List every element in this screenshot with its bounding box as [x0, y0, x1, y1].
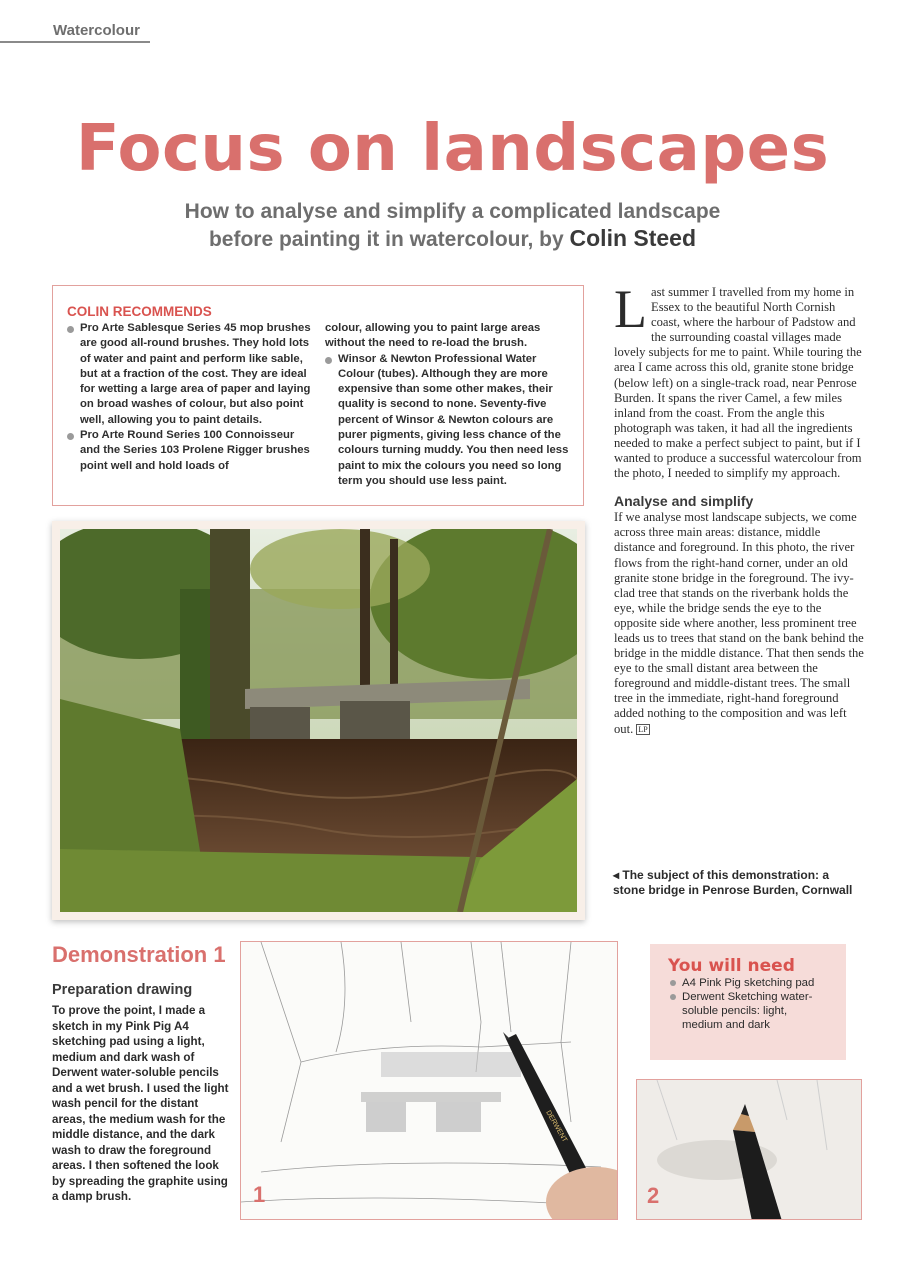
step-1-image: [240, 941, 618, 1220]
subtitle-line-2: [100, 225, 805, 253]
need-item-1-text: A4 Pink Pig sketching pad: [682, 977, 815, 989]
recommend-item-2-continued: colour, allowing you to paint large areas without the need to re-load the brush.: [325, 322, 541, 350]
article-subheading: Analyse and simplify: [614, 493, 754, 510]
step-2-number: 2: [647, 1183, 660, 1208]
bullet-icon: [67, 326, 74, 333]
end-mark-icon: LP: [638, 724, 648, 734]
need-item: [668, 990, 828, 1032]
demonstration-section: [52, 942, 232, 1205]
article-paragraph-2-text: If we analyse most landscape subjects, we come across three main areas: distance, middle distance and foreground. In this photo, the river flows from the right-hand corner, under an old granite stone bridge in the foreground. The ivy-clad tree that stands on the riverbank holds the eye, while the bridge sends the eye to the opposite side where another, less prominent tree leads us to trees that stand on the bank behind the bridge in the middle distance. That then sends the eye to the small distant area between the foreground and middle-distant trees. The small tree in the immediate, right-hand foreground added nothing to the composition and was left out.: [614, 510, 864, 736]
bullet-icon: [325, 357, 332, 364]
bullet-icon: [670, 980, 676, 986]
bridge-photo: [52, 521, 585, 920]
article-paragraph-1-text: ast summer I travelled from my home in Essex to the beautiful North Cornish coast, where the harbour of Padstow and the surrounding coastal villages made lovely subjects for me to paint. While touring the area I came across this old, granite stone bridge (below left) on a single-track road, near Penrose Burden. It spans the river Camel, a few miles inland from the coast. From the angle this photograph was taken, it had all the ingredients needed to make a perfect subject to paint, but if I wanted to produce a successful watercolour from the photo, I needed to simplify my approach.: [614, 285, 862, 481]
demonstration-text: To prove the point, I made a sketch in my Pink Pig A4 sketching pad using a light, medium and dark wash of Derwent water-soluble pencils and a wet brush. I used the light wash pencil for the distant areas, the medium wash for the middle distance, and the dark wash to draw the foreground areas. I then softened the look by spreading the graphite using a damp brush.: [52, 1004, 229, 1203]
recommend-item: [325, 352, 569, 490]
photo-caption: ◂ The subject of this demonstration: a stone bridge in Penrose Burden, Cornwall: [613, 868, 853, 897]
step-1-number: 1: [253, 1182, 266, 1207]
recommend-item-3-text: Winsor & Newton Professional Water Colour (tubes). Although they are more expensive than some other makes, their quality is second to none. Seventy-five percent of Winsor & Newton colours are purer pigments, giving less chance of the colours turning muddy. You then need less paint to mix the colours you need so long term you should use less paint.: [338, 352, 569, 487]
subtitle-line-1: How to analyse and simplify a complicated landscape: [184, 200, 721, 223]
bullet-icon: [67, 433, 74, 440]
you-will-need-box: [650, 944, 846, 1060]
section-tag: [0, 22, 150, 43]
article-body: [614, 279, 864, 737]
drop-cap: L: [614, 279, 647, 339]
need-item-2-text: Derwent Sketching water-soluble pencils: light, medium and dark: [682, 991, 813, 1031]
pencil-brand-label: DERWENT: [544, 1109, 568, 1144]
recommends-column-right: [325, 321, 569, 489]
article-paragraph-1: [614, 279, 864, 481]
sketch-drawing: [241, 942, 618, 1220]
pencil-closeup: [637, 1080, 862, 1220]
step-2-image: [636, 1079, 862, 1220]
article-paragraph-2: [614, 510, 864, 736]
recommends-columns: [67, 321, 569, 489]
recommend-item-1-text: Pro Arte Sablesque Series 45 mop brushes are good all-round brushes. They hold lots of water and paint and perform like sable, but at a fraction of the cost. They are ideal for wetting a large area of paper and laying on broad washes of colour, but also point well, allowing you to paint details.: [80, 322, 311, 426]
bullet-icon: [670, 994, 676, 1000]
need-item: [668, 976, 828, 990]
subtitle-line-2-text: before painting it in watercolour, by: [208, 228, 564, 251]
you-will-need-heading: You will need: [668, 956, 795, 976]
article-title: Focus on landscapes: [75, 112, 830, 186]
recommend-item: [67, 428, 311, 474]
recommends-column-left: [67, 321, 311, 489]
recommends-heading: COLIN RECOMMENDS: [67, 304, 212, 319]
demonstration-heading: Demonstration 1: [52, 942, 226, 967]
section-tag-label: Watercolour: [53, 22, 140, 39]
recommend-item-2-text: Pro Arte Round Series 100 Connoisseur and the Series 103 Prolene Rigger brushes point well and hold loads of: [80, 429, 310, 472]
recommend-item: [67, 321, 311, 428]
article-subtitle: [100, 198, 805, 253]
author-name: Colin Steed: [569, 225, 697, 251]
bridge-photo-image: [60, 529, 577, 912]
recommends-box: [52, 285, 584, 506]
demonstration-subheading: Preparation drawing: [52, 982, 193, 998]
